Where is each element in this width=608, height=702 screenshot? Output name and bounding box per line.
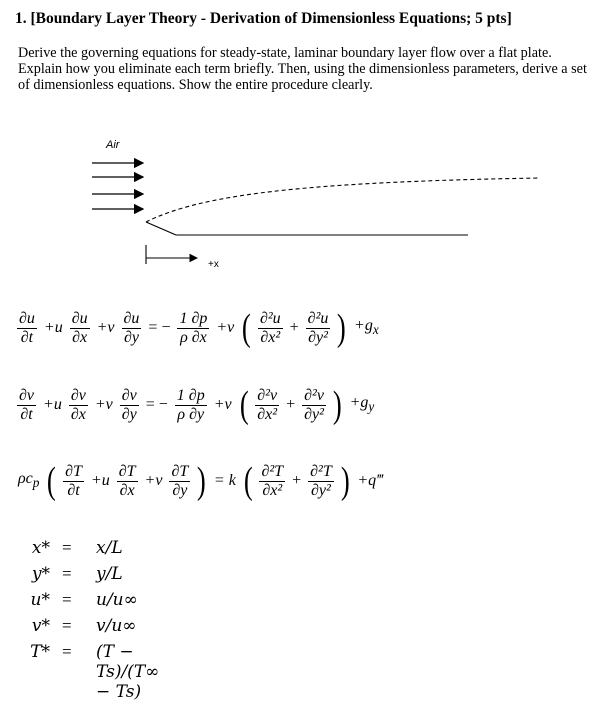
boundary-layer-diagram — [0, 0, 608, 300]
boundary-layer-edge — [146, 178, 540, 222]
x-axis-label: +x — [208, 259, 219, 270]
problem-prompt: Derive the governing equations for steady-state, laminar boundary layer flow over a flat plate. Explain how you eliminate each term briefly. Then, using the dimensionless parameters, derive a set of dimensionless equations. Show the entire procedure clearly. — [18, 45, 587, 93]
y-momentum-equation: $\frac{\partial v}{\partial t}$ +u $\frac{\partial v}{\partial x}$ +v $\frac{\partial v}{\partial y}$ = − $\frac{1 \partial p}{\rho \partial y}$ +ν ( $\frac{\text{∂²v}}{\text{∂x²}}$ + $\frac{\text{∂²v}}{\text{∂y²}}$ ) $+g_y$ — [19, 384, 375, 426]
energy-equation: $\rho c_p$ ( $\frac{\partial T}{\partial t}$ +u $\frac{\partial T}{\partial x}$ +v $\frac{\partial T}{\partial y}$ ) = k ( $\frac{\text{∂²T}}{\text{∂x²}}$ + $\frac{\text{∂²T}}{\text{∂y²}}$ ) +q‴ — [18, 460, 383, 502]
air-label: Air — [106, 139, 120, 151]
problem-title: 1. [Boundary Layer Theory - Derivation of Dimensionless Equations; 5 pts] — [15, 10, 512, 27]
plate-leading-edge — [146, 222, 176, 235]
x-momentum-equation: $\frac{\partial u}{\partial t}$ +u $\frac{\partial u}{\partial x}$ +v $\frac{\partial u}{\partial y}$ = − $\frac{1 \partial p}{\rho \partial x}$ +ν ( $\frac{\text{∂²u}}{\text{∂x²}}$ + $\frac{\text{∂²u}}{\text{∂y²}}$ ) $+g_x$ — [19, 307, 379, 349]
